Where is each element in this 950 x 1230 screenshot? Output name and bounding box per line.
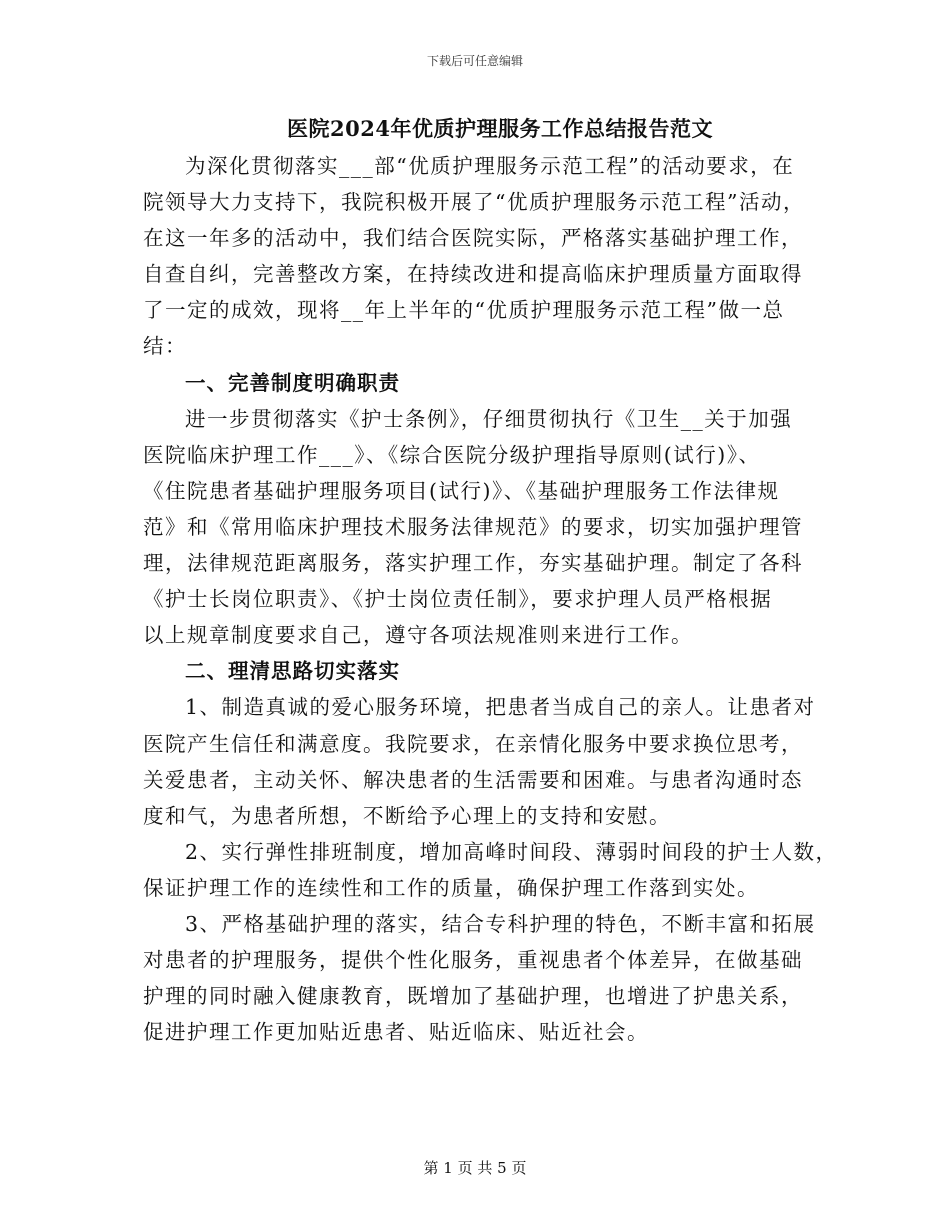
section2-item3-paragraph: [143, 906, 815, 1050]
section-heading: 二、理清思路切实落实: [185, 659, 400, 684]
document-body: [143, 148, 838, 1050]
paragraph-line: 对患者的护理服务，提供个性化服务，重视患者个体差异，在做基础: [143, 948, 803, 973]
paragraph-line: 医院产生信任和满意度。我院要求，在亲情化服务中要求换位思考，: [143, 731, 803, 756]
paragraph-line: 医院临床护理工作___》、《综合医院分级护理指导原则(试行)》、: [143, 442, 761, 467]
paragraph-line: 度和气，为患者所想，不断给予心理上的支持和安慰。: [143, 803, 671, 828]
paragraph-line: 保证护理工作的连续性和工作的质量，确保护理工作落到实处。: [143, 875, 759, 900]
paragraph-line: 结：: [143, 334, 187, 359]
paragraph-line: 理，法律规范距离服务，落实护理工作，夯实基础护理。制定了各科: [143, 551, 803, 576]
section1-paragraph: [143, 401, 815, 654]
paragraph-line: 《住院患者基础护理服务项目(试行)》、《基础护理服务工作法律规: [143, 478, 780, 503]
paragraph-line: 范》和《常用临床护理技术服务法律规范》的要求，切实加强护理管: [143, 514, 803, 539]
paragraph-line: 促进护理工作更加贴近患者、贴近临床、贴近社会。: [143, 1020, 649, 1045]
paragraph-line: 护理的同时融入健康教育，既增加了基础护理，也增进了护患关系，: [143, 984, 803, 1009]
paragraph-line: 关爱患者，主动关怀、解决患者的生活需要和困难。与患者沟通时态: [143, 767, 803, 792]
document-title: 医院2024年优质护理服务工作总结报告范文: [287, 116, 713, 141]
paragraph-line: 进一步贯彻落实《护士条例》，仔细贯彻执行《卫生__关于加强: [185, 406, 793, 431]
paragraph-line: 《护士长岗位职责》、《护士岗位责任制》，要求护理人员严格根据: [143, 587, 773, 612]
paragraph-line: 院领导大力支持下，我院积极开展了“优质护理服务示范工程”活动，: [143, 190, 805, 215]
paragraph-line: 在这一年多的活动中，我们结合医院实际，严格落实基础护理工作，: [143, 226, 803, 251]
section-heading: 一、完善制度明确职责: [185, 370, 400, 395]
paragraph-line: 了一定的成效，现将__年上半年的“优质护理服务示范工程”做一总: [143, 298, 785, 323]
paragraph-line: 为深化贯彻落实___部“优质护理服务示范工程”的活动要求，在: [185, 154, 795, 178]
header-note: 下载后可任意编辑: [426, 54, 523, 68]
section2-item2-paragraph: [143, 834, 838, 906]
paragraph-line: 以上规章制度要求自己，遵守各项法规准则来进行工作。: [143, 623, 693, 648]
intro-paragraph: [143, 148, 815, 365]
page-number: 第 1 页 共 5 页: [423, 1159, 527, 1177]
paragraph-line: 2、实行弹性排班制度，增加高峰时间段、薄弱时间段的护士人数，: [185, 839, 838, 864]
section2-item1-paragraph: [143, 689, 815, 833]
paragraph-line: 3、严格基础护理的落实，结合专科护理的特色，不断丰富和拓展: [185, 911, 816, 936]
paragraph-line: 1、制造真诚的爱心服务环境，把患者当成自己的亲人。让患者对: [185, 695, 816, 720]
paragraph-line: 自查自纠，完善整改方案，在持续改进和提高临床护理质量方面取得: [143, 262, 803, 287]
